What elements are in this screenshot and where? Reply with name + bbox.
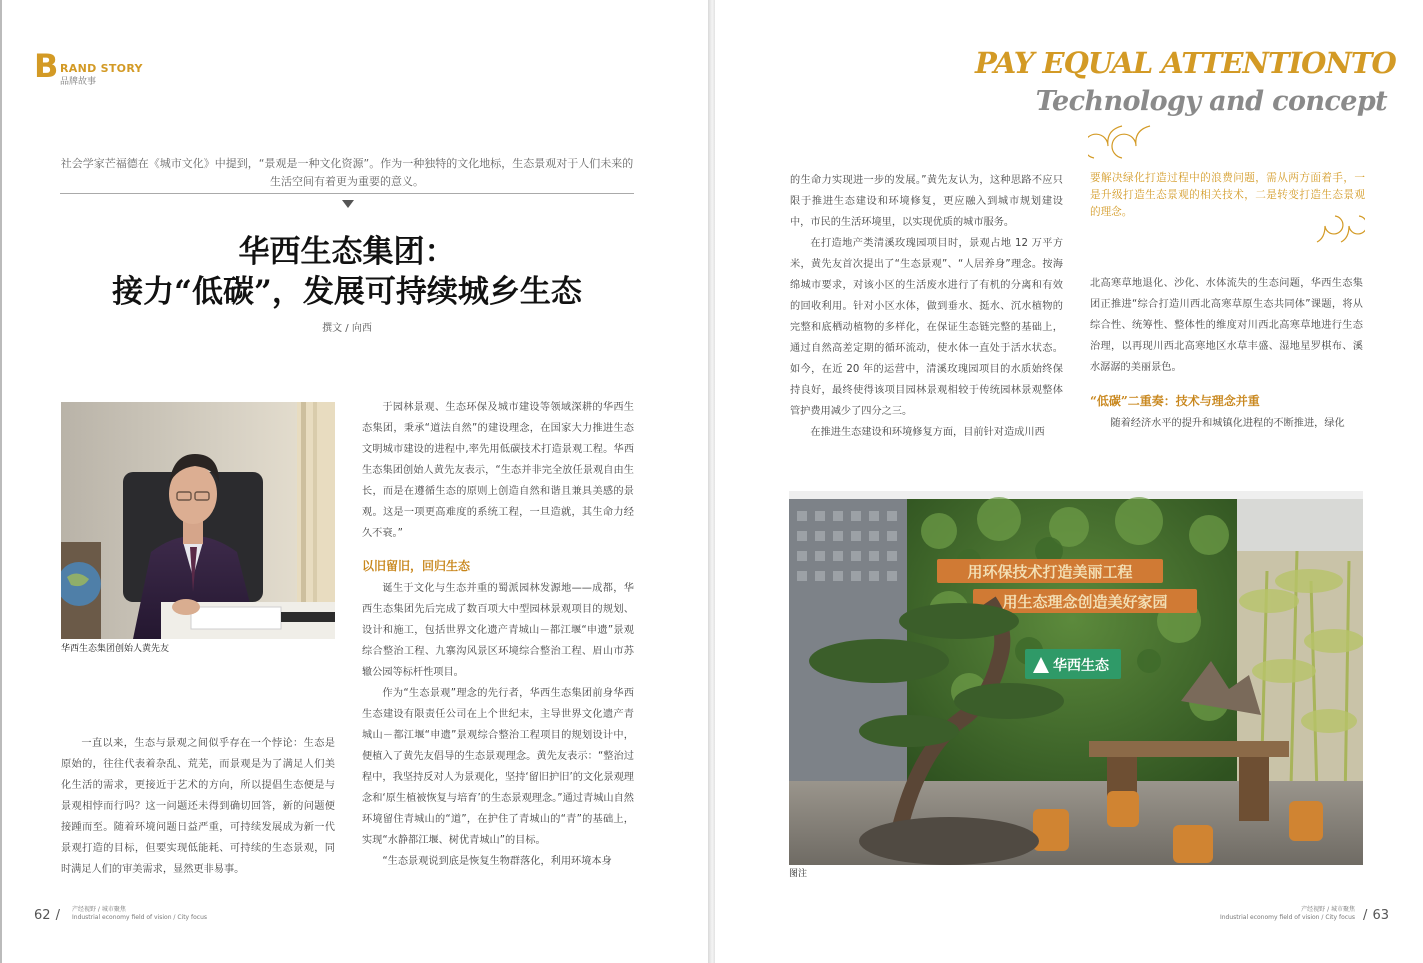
- page-right: [715, 0, 1423, 963]
- photo-caption-right: 图注: [789, 869, 808, 879]
- quote-open-icon: [1088, 124, 1152, 166]
- paragraph: 诞生于文化与生态并重的蜀派园林发源地——成都，华西生态集团先后完成了数百项大中型园林景观项目的规划、设计和施工，包括世界文化遗产青城山－都江堰“申遗”景观综合整治工程、九寨沟风景区环境综合整治工程、眉山市苏辙公园等标杆性项目。: [362, 583, 634, 678]
- folio-meta-en: Industrial economy field of vision / City focus: [72, 914, 208, 921]
- paragraph: 北高寒草地退化、沙化、水体流失的生态问题，华西生态集团正推进“综合打造川西北高寒草原生态共同体”课题，将从综合性、统筹性、整体性的维度对川西北高寒草地进行生态治理，以再现川西北高寒地区水草丰盛、湿地星罗棋布、溪水潺潺的美丽景色。: [1090, 278, 1363, 373]
- divider: [60, 193, 634, 194]
- folio-meta-en: Industrial economy field of vision / City focus: [1219, 914, 1355, 921]
- page-number: 63: [1372, 908, 1389, 923]
- column-left-a: [61, 733, 335, 880]
- paragraph: 随着经济水平的提升和城镇化进程的不断推进，绿化: [1110, 418, 1345, 429]
- byline: 撰文 / 向西: [322, 323, 372, 334]
- folio-meta-cn: 产经视野 / 城市聚焦: [1301, 906, 1355, 913]
- paragraph: 在推进生态建设和环境修复方面，目前针对造成川西: [810, 427, 1045, 438]
- photo-caption-left: 华西生态集团创始人黄先友: [61, 644, 170, 654]
- folio-right: [1219, 904, 1389, 923]
- garden-photo: [789, 491, 1363, 865]
- headline-en-line1: PAY EQUAL ATTENTIONTO: [975, 46, 1396, 80]
- quote-close-icon: [1315, 210, 1365, 244]
- folio-left: [34, 904, 208, 923]
- paragraph: 在打造地产类清溪玫瑰园项目时，景观占地 12 万平方米，黄先友首次提出了“生态景观”、“人居养身”理念。按海绵城市要求，对该小区的生活废水进行了有机的分离和有效的回收利用。针对小区水体，做到垂水、挺水、沉水植物的完整和底栖动植物的多样化，在保证生态链完整的基础上，通过自然高差定期的循环流动，使水体一直处于活水状态。如今，在近 20 年的运营中，清溪玫瑰园项目的水质始终保持良好，最终使得该项目园林景观相较于传统园林景观整体管护费用减少了四分之三。: [790, 238, 1063, 417]
- subhead-1: 以旧留旧，回归生态: [362, 559, 471, 573]
- paragraph: 一直以来，生态与景观之间似乎存在一个悖论：生态是原始的，往往代表着杂乱、荒芜，而景观是为了满足人们美化生活的需求，更接近于艺术的方向，所以提倡生态便是与景观相悖而行吗？这一问题还未得到确切回答，新的问题便接踵而至。随着环境问题日益严重，可持续发展成为新一代景观打造的目标，但要实现低能耗、可持续的生态景观，同时满足人们的审美需求，显然更非易事。: [61, 738, 335, 875]
- sign-line-1: 用环保技术打造美丽工程: [967, 563, 1133, 581]
- founder-photo-illustration: [61, 402, 335, 639]
- founder-photo: [61, 402, 335, 639]
- garden-photo-illustration: [789, 491, 1363, 865]
- column-left-b: [362, 397, 634, 872]
- brand-en: RAND STORY: [60, 62, 143, 75]
- sign-logo: 华西生态: [1053, 658, 1109, 674]
- paragraph: 作为“生态景观”理念的先行者，华西生态集团前身华西生态建设有限责任公司在上个世纪末，主导世界文化遗产青城山－都江堰“申遗”景观综合整治工程项目的规划设计中，便植入了黄先友倡导的生态景观理念。黄先友表示：“整治过程中，我坚持反对人为景观化，坚持‘留旧护旧’的文化景观理念和‘原生植被恢复与培育’的生态景观理念。”通过青城山自然环境留住青城山的“道”，在护住了青城山的“青”的基础上，实现“水静都江堰、树优青城山”的目标。: [362, 688, 634, 846]
- pull-quote: 要解决绿化打造过程中的浪费问题，需从两方面着手，一是升级打造生态景观的相关技术，二是转变打造生态景观的理念。: [1090, 172, 1365, 218]
- title-line-2: 接力“低碳”，发展可持续城乡生态: [112, 274, 582, 310]
- page-left: [0, 0, 708, 963]
- title-line-1: 华西生态集团：: [238, 234, 456, 270]
- column-right-a: [790, 170, 1063, 443]
- spine: [708, 0, 715, 963]
- triangle-down-icon: [342, 200, 354, 208]
- paragraph: “生态景观说到底是恢复生物群落化，利用环境本身: [382, 856, 612, 867]
- brand-cn: 品牌故事: [60, 77, 97, 87]
- headline-en-line2: Technology and concept: [1035, 86, 1387, 117]
- folio-meta: [1220, 906, 1355, 922]
- folio-meta: [72, 906, 207, 922]
- subhead-2: “低碳”二重奏：技术与理念并重: [1090, 394, 1260, 408]
- paragraph: 于园林景观、生态环保及城市建设等领域深耕的华西生态集团，秉承“道法自然”的建设理念，在国家大力推进生态文明城市建设的进程中,率先用低碳技术打造景观工程。华西生态集团创始人黄先友表示，“生态并非完全放任景观自由生长，而是在遵循生态的原则上创造自然和谐且兼具美感的景观。这是一项更高难度的系统工程，一旦造就，其生命力经久不衰。”: [362, 402, 634, 539]
- folio-slash: /: [1362, 908, 1368, 923]
- brand-letter: B: [34, 47, 59, 85]
- article-title: [60, 232, 634, 312]
- folio-slash: /: [55, 908, 61, 923]
- column-right-b: [1090, 273, 1363, 434]
- paragraph: 的生命力实现进一步的发展。”黄先友认为，这种思路不应只限于推进生态建设和环境修复，更应融入到城市规划建设中，市民的生活环境里，以实现优质的城市服务。: [790, 175, 1063, 228]
- sign-line-2: 用生态理念创造美好家园: [1002, 593, 1168, 611]
- folio-meta-cn: 产经视野 / 城市聚焦: [72, 906, 126, 913]
- page-number: 62: [34, 908, 51, 923]
- intro-text: 社会学家芒福德在《城市文化》中提到，“景观是一种文化资源”。作为一种独特的文化地标，生态景观对于人们未来的生活空间有着更为重要的意义。: [60, 157, 634, 188]
